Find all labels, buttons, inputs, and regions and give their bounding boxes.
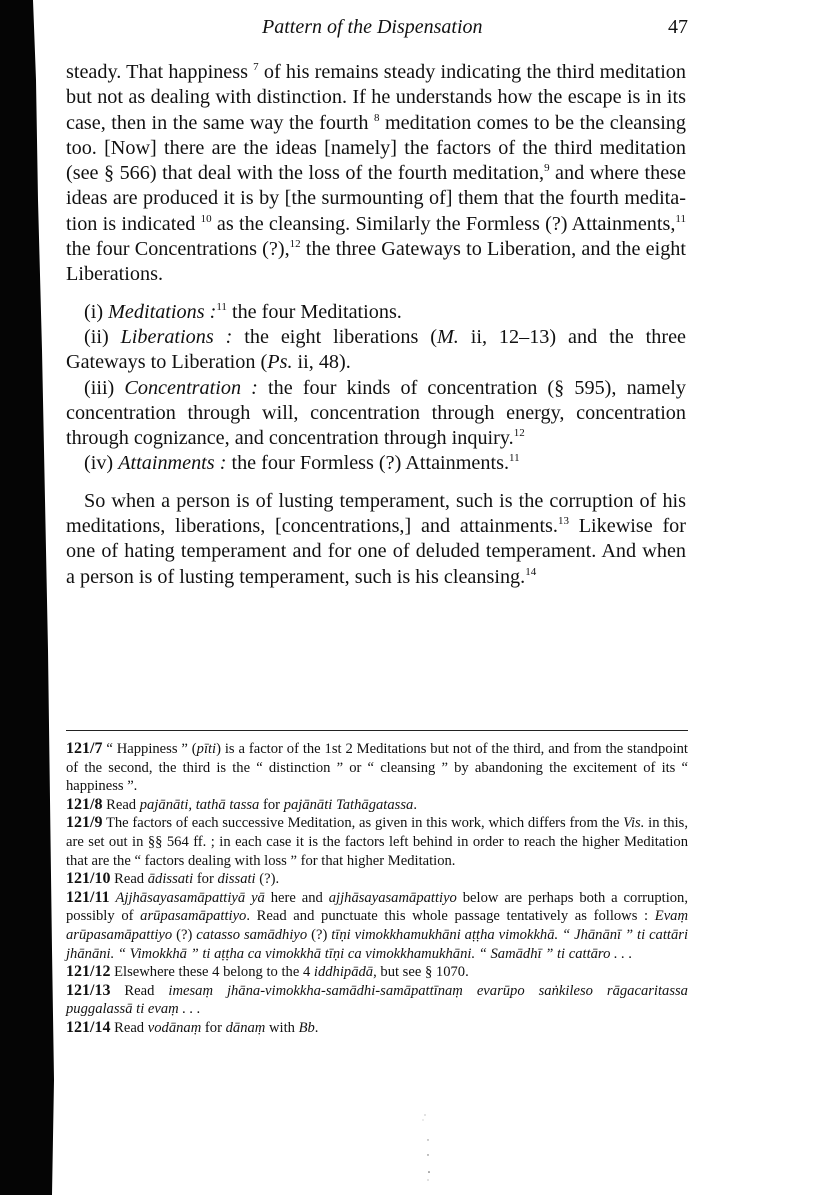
footnote-marker[interactable]: 14 [525, 565, 537, 578]
footnote-text: (?) [307, 926, 332, 943]
footnote-italic-text: pajānāti, tathā tassa [139, 796, 260, 813]
item-text: ii, 12–13) and the three Gateways to Liberation ( [66, 325, 686, 374]
footnote-italic-text: iddhipādā [313, 964, 374, 981]
spacer [66, 288, 686, 300]
scan-edge-shadow [0, 0, 70, 1195]
paragraph-2 [66, 489, 686, 590]
footnote-text: for [201, 1019, 226, 1036]
footnote-text: (?). [255, 871, 280, 888]
footnote-ref: 121/12 [66, 963, 111, 981]
item-label: Concentration : [124, 376, 258, 399]
footnote-italic-text: ādissati [147, 871, 194, 888]
footnote-italic-text: tīṇi vimokkhamukhāni aṭṭha vimokkhā. “ Jhānānī ” ti cattāri jhānāni. “ Vimokkhā ” ti aṭṭha ca vimokkhā tīṇi ca vimokkhamukhāni. “ Samādhī ” ti cattāro . . . [66, 926, 688, 962]
footnote-text: , but see § 1070. [373, 964, 469, 981]
footnote-text: with [265, 1019, 299, 1036]
footnote-italic-text: catasso samādhiyo [196, 926, 308, 943]
footnotes [66, 740, 688, 1038]
citation: Ps. [267, 351, 293, 374]
footnote-marker[interactable]: 12 [289, 238, 301, 251]
footnote-text: Elsewhere these 4 belong to the 4 [110, 964, 314, 981]
footnote [66, 963, 688, 982]
spacer [66, 477, 686, 489]
footnote-text: . [413, 796, 417, 813]
footnote-text: for [193, 871, 218, 888]
running-head [262, 14, 688, 44]
text-run: and where these ideas are produced it is by [the surmounting of] them that the fourth meditation is indicated [66, 162, 686, 235]
footnote [66, 796, 688, 815]
text-run: as the cleansing. Similarly the Formless (?) Attainments, [211, 212, 676, 235]
footnote-marker[interactable]: 7 [253, 61, 259, 73]
footnote-marker[interactable]: 9 [544, 162, 550, 175]
footnote-text: (?) [172, 926, 197, 943]
footnote-text: Read [110, 982, 169, 999]
item-label: Attainments : [118, 452, 227, 475]
list-item-meditations [66, 300, 686, 325]
footnote [66, 1019, 688, 1038]
item-number: (i) [84, 300, 109, 323]
item-text: the four kinds of concentration (§ 595), namely concentration through will, concentration through energy, concentration through cognizance, and concentration through inquiry. [66, 376, 686, 450]
footnote-text: for [259, 796, 284, 813]
list-item-concentration [66, 376, 686, 452]
item-text: the four Formless (?) Attainments. [226, 452, 509, 475]
text-run: steady. That happiness [66, 61, 254, 83]
footnote-ref: 121/13 [66, 981, 111, 999]
footnote-marker[interactable]: 13 [557, 515, 569, 528]
footnote-ref: 121/11 [66, 888, 110, 906]
footnote-marker[interactable]: 11 [675, 212, 686, 225]
item-label: Meditations : [108, 300, 217, 323]
footnote-marker[interactable]: 11 [216, 300, 227, 313]
footnote-text: Read [110, 1019, 148, 1036]
footnote-italic-text: arūpasamāpattiyo [140, 908, 247, 925]
footnote-italic-text: imesaṃ jhāna-vimokkha-samādhi-samāpattīnaṃ evarūpo saṅkileso rāgacaritassa puggalassā ti evaṃ . . . [66, 982, 688, 1018]
item-text: the eight liberations ( [232, 325, 437, 348]
footnote-marker[interactable]: 10 [200, 212, 212, 225]
text-run: of his remains steady indicating the third meditation but not as dealing with distinction. If he understands how the escape is in its case, then in the same way the fourth [66, 61, 686, 134]
footnote-marker[interactable]: 8 [373, 111, 380, 124]
footnote-italic-text: ajjhāsayasamāpattiyo [328, 889, 457, 906]
footnote-text: below are perhaps both a corruption, possibly of [66, 889, 688, 925]
footnote [66, 870, 688, 889]
footnote [66, 889, 688, 963]
footnote-italic-text: dānaṃ [225, 1019, 266, 1036]
footnote-italic-text: Evaṃ arūpasamāpattiyo [66, 908, 689, 943]
text-run: Likewise for one of hating temperament and for one of deluded temperament. And when a person is of lusting temperament, such is his cleansing. [66, 515, 687, 588]
footnote-text: The factors of each successive Meditation, as given in this work, which differs from the [102, 815, 624, 832]
item-number: (iv) [84, 452, 119, 475]
item-text: ii, 48). [292, 351, 351, 374]
footnote-text: “ Happiness ” ( [102, 741, 197, 757]
list-item-liberations [66, 325, 686, 376]
page-number: 47 [668, 16, 688, 38]
footnote-text: Read [102, 796, 140, 813]
item-number: (iii) [84, 376, 125, 399]
footnote-ref: 121/9 [66, 814, 103, 832]
footnote-italic-text: Ajjhāsayasamāpattiyā yā [115, 889, 265, 906]
item-number: (ii) [84, 325, 121, 348]
footnote-marker[interactable]: 12 [513, 427, 525, 440]
footnote-text: ) is a factor of the 1st 2 Meditations but not of the third, and from the standpoint of the second, the third is the “ distinction ” or “ cleansing ” by abandoning the excitement of its “ happiness ”. [66, 741, 688, 795]
footnote-italic-text: Vis. [623, 815, 645, 832]
footnote-italic-text: pīti [196, 741, 217, 757]
footnote [66, 814, 688, 870]
item-label: Liberations : [120, 325, 233, 348]
footnote-text: Read [110, 871, 148, 888]
footnote-italic-text: Bb [298, 1019, 315, 1036]
scan-specks [420, 1110, 450, 1190]
paragraph-1 [66, 60, 686, 288]
footnote-ref: 121/8 [66, 795, 103, 813]
footnote-text: in this, are set out in §§ 564 ff. ; in each case it is the factors left behind in order to reach the higher Meditation that are the “ factors dealing with loss ” for that higher Meditation. [66, 815, 688, 869]
body-text [66, 60, 686, 590]
item-text: the four Meditations. [226, 300, 402, 323]
text-run: So when a person is of lusting temperament, such is the corruption of his meditations, liberations, [concentrations,] and attainments. [66, 489, 686, 538]
footnote-ref: 121/10 [66, 870, 111, 888]
text-run: meditation comes to be the cleansing too. [Now] there are the ideas [namely] the factors of the third meditation (see § 566) that deal with the loss of the fourth meditation, [66, 111, 686, 185]
footnote-italic-text: dissati [217, 871, 256, 888]
footnote-italic-text: pajānāti Tathāgatassa [283, 796, 414, 813]
footnote-text: . Read and punctuate this whole passage tentatively as follows : [246, 908, 655, 925]
footnote-text: here and [264, 889, 329, 906]
footnote-separator [66, 730, 688, 731]
list-item-attainments [66, 451, 686, 476]
footnote-italic-text: vodānaṃ [147, 1019, 202, 1036]
text-run: the four Concentrations (?), [66, 238, 290, 261]
footnote-ref: 121/7 [66, 740, 103, 757]
running-title: Pattern of the Dispensation [262, 16, 483, 38]
footnote-marker[interactable]: 11 [509, 452, 520, 465]
footnote [66, 982, 688, 1019]
footnote [66, 740, 688, 796]
footnote-text: . [314, 1019, 319, 1036]
footnote-ref: 121/14 [66, 1018, 111, 1036]
citation: M. [436, 325, 459, 348]
text-run: the three Gateways to Liberation, and the eight Liberations. [66, 238, 686, 286]
